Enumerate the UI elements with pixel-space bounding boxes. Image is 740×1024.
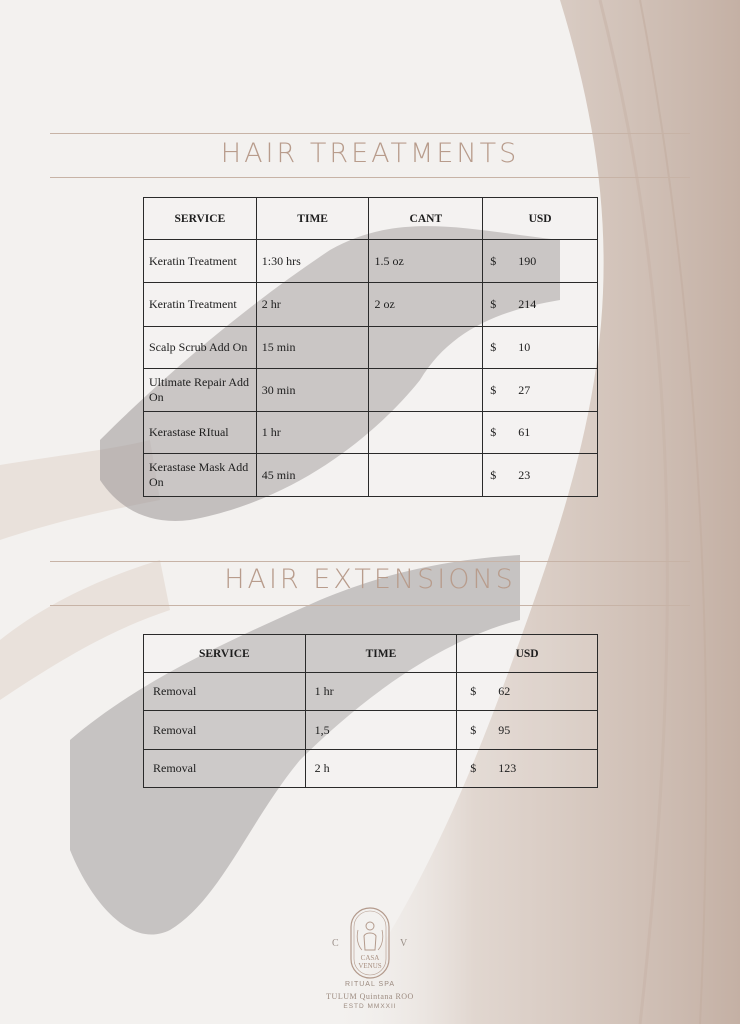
price-cell	[483, 412, 598, 454]
currency-symbol: $	[490, 382, 497, 397]
price-value: 62	[498, 684, 511, 698]
price-value: 123	[498, 761, 517, 775]
price-value: 23	[518, 467, 531, 482]
price-value: 95	[498, 722, 511, 737]
price-cell	[483, 240, 598, 283]
cant-cell	[369, 454, 483, 497]
price-value: 27	[518, 382, 531, 397]
price-value: 214	[518, 297, 537, 311]
logo-established: ESTD MMXXII	[343, 1003, 397, 1010]
price-value: 190	[518, 253, 537, 268]
price-cell	[483, 283, 598, 327]
column-header-time: TIME	[305, 635, 457, 673]
price-cell	[483, 454, 598, 497]
time-cell: 2 hr	[256, 283, 369, 327]
logo-tagline: RITUAL SPA	[344, 981, 396, 988]
currency-symbol: $	[490, 467, 497, 482]
currency-symbol: $	[490, 253, 497, 268]
casa-venus-logo	[290, 900, 450, 1024]
service-cell: Keratin Treatment	[144, 283, 257, 327]
treatments-table	[143, 197, 598, 497]
time-cell: 1,5	[305, 711, 457, 750]
table-row	[144, 750, 598, 788]
table-row	[144, 454, 598, 497]
price-cell	[483, 369, 598, 412]
table-row	[144, 283, 598, 327]
service-cell: Kerastase RItual	[144, 412, 257, 454]
section-title-extensions: HAIR EXTENSIONS	[224, 564, 516, 595]
column-header-time: TIME	[256, 198, 369, 240]
column-header-service: SERVICE	[144, 635, 306, 673]
table-header-row	[144, 635, 598, 673]
table-header-row	[144, 198, 598, 240]
divider-bottom	[50, 605, 690, 606]
service-cell: Keratin Treatment	[144, 240, 257, 283]
section-title-treatments: HAIR TREATMENTS	[220, 138, 520, 169]
table-row	[144, 673, 598, 711]
table-row	[144, 412, 598, 454]
cant-cell: 2 oz	[369, 283, 483, 327]
service-cell: Removal	[144, 711, 306, 750]
price-value: 61	[518, 425, 531, 439]
currency-symbol: $	[470, 684, 477, 698]
logo-letter-left: C	[332, 938, 339, 949]
currency-symbol: $	[490, 425, 497, 439]
time-cell: 1 hr	[305, 673, 457, 711]
currency-symbol: $	[490, 340, 497, 354]
time-cell: 1:30 hrs	[256, 240, 369, 283]
service-cell: Kerastase Mask Add On	[144, 454, 257, 497]
cant-cell	[369, 412, 483, 454]
column-header-usd: USD	[483, 198, 598, 240]
currency-symbol: $	[470, 761, 477, 775]
price-cell	[457, 673, 598, 711]
cant-cell: 1.5 oz	[369, 240, 483, 283]
price-value: 10	[518, 340, 531, 354]
time-cell: 15 min	[256, 327, 369, 369]
service-cell: Scalp Scrub Add On	[144, 327, 257, 369]
table-row	[144, 711, 598, 750]
time-cell: 2 h	[305, 750, 457, 788]
time-cell: 1 hr	[256, 412, 369, 454]
table-row	[144, 327, 598, 369]
time-cell: 45 min	[256, 454, 369, 497]
table-row	[144, 369, 598, 412]
logo-location: TULUM Quintana ROO	[326, 992, 414, 1001]
divider-top	[50, 133, 690, 134]
price-cell	[457, 711, 598, 750]
price-cell	[457, 750, 598, 788]
price-cell	[483, 327, 598, 369]
service-cell: Removal	[144, 750, 306, 788]
column-header-service: SERVICE	[144, 198, 257, 240]
currency-symbol: $	[490, 297, 497, 311]
divider-bottom	[50, 177, 690, 178]
column-header-usd: USD	[457, 635, 598, 673]
logo-name-line1: CASA	[360, 954, 380, 962]
column-header-cant: CANT	[369, 198, 483, 240]
service-cell: Removal	[144, 673, 306, 711]
table-row	[144, 240, 598, 283]
cant-cell	[369, 327, 483, 369]
cant-cell	[369, 369, 483, 412]
logo-letter-right: V	[400, 938, 408, 949]
time-cell: 30 min	[256, 369, 369, 412]
currency-symbol: $	[470, 722, 477, 737]
venus-emblem-icon	[348, 906, 392, 980]
extensions-table	[143, 634, 598, 788]
service-cell: Ultimate Repair Add On	[144, 369, 257, 412]
logo-name-line2: VENUS	[358, 962, 382, 970]
divider-top	[50, 561, 690, 562]
